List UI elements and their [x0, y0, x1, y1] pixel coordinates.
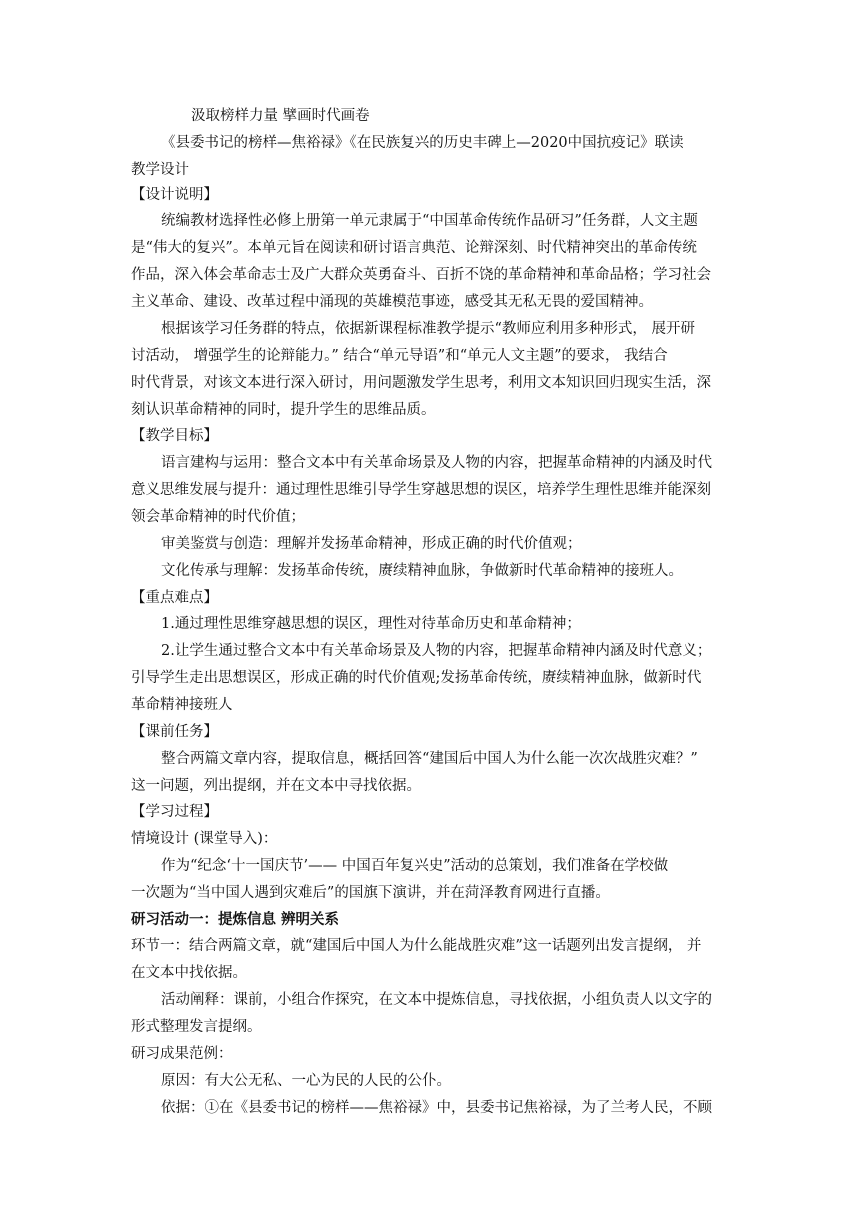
paragraph-line: 依据：①在《县委书记的榜样——焦裕禄》中，县委书记焦裕禄，为了兰考人民，不顾 — [161, 1100, 712, 1116]
paragraph-line: 情境设计 (课堂导入)： — [131, 831, 278, 847]
document-title: 汲取榜样力量 擘画时代画卷 — [191, 108, 370, 124]
paragraph-line: 刻认识革命精神的同时，提升学生的思维品质。 — [131, 402, 436, 418]
paragraph-line: 主义革命、建设、改革过程中涌现的英雄模范事迹，感受其无私无畏的爱国精神。 — [131, 294, 653, 310]
document-subtitle-cont: 教学设计 — [131, 162, 189, 178]
paragraph-line: 形式整理发言提纲。 — [131, 1019, 262, 1035]
paragraph-line: 语言建构与运用：整合文本中有关革命场景及人物的内容，把握革命精神的内涵及时代 — [161, 455, 712, 471]
paragraph-line: 活动阐释：课前，小组合作探究，在文本中提炼信息，寻找依据，小组负责人以文字的 — [161, 992, 712, 1008]
paragraph-line: 作为“纪念‘十一国庆节’—— 中国百年复兴史”活动的总策划，我们准备在学校做 — [161, 858, 669, 874]
section-heading-teaching-goals: 【教学目标】 — [131, 428, 218, 444]
paragraph-line: 整合两篇文章内容，提取信息，概括回答“建国后中国人为什么能一次次战胜灾难？” — [161, 751, 698, 767]
paragraph-line: 这一问题，列出提纲，并在文本中寻找依据。 — [131, 778, 421, 794]
paragraph-line: 时代背景，对该文本进行深入研讨，用问题激发学生思考，利用文本知识回归现实生活，深 — [131, 375, 711, 391]
paragraph-line: 统编教材选择性必修上册第一单元隶属于“中国革命传统作品研习”任务群，人文主题 — [161, 213, 698, 229]
paragraph-line: 原因：有大公无私、一心为民的人民的公仆。 — [161, 1073, 451, 1089]
paragraph-line: 文化传承与理解：发扬革命传统，赓续精神血脉，争做新时代革命精神的接班人。 — [161, 563, 683, 579]
paragraph-line: 讨活动， 增强学生的论辩能力。” 结合“单元导语”和“单元人文主题”的要求， 我结合 — [131, 348, 668, 364]
paragraph-line: 在文本中找依据。 — [131, 965, 247, 981]
paragraph-line: 革命精神接班人 — [131, 697, 233, 713]
document-subtitle: 《县委书记的榜样—焦裕禄》《在民族复兴的历史丰碑上—2020中国抗疫记》联读 — [161, 135, 684, 151]
paragraph-line: 2.让学生通过整合文本中有关革命场景及人物的内容，把握革命精神内涵及时代意义； — [161, 643, 712, 659]
paragraph-line: 一次题为“当中国人遇到灾难后”的国旗下演讲，并在菏泽教育网进行直播。 — [131, 885, 610, 901]
paragraph-line: 是“伟大的复兴”。本单元旨在阅读和研讨语言典范、论辩深刻、时代精神突出的革命传统 — [131, 240, 697, 256]
paragraph-line: 1.通过理性思维穿越思想的误区，理性对待革命历史和革命精神； — [161, 616, 581, 632]
paragraph-line: 意义思维发展与提升：通过理性思维引导学生穿越思想的误区，培养学生理性思维并能深刻 — [131, 482, 711, 498]
section-heading-learning-process: 【学习过程】 — [131, 804, 218, 820]
section-heading-pre-class-task: 【课前任务】 — [131, 724, 218, 740]
activity-heading: 研习活动一：提炼信息 辨明关系 — [131, 911, 340, 928]
paragraph-line: 领会革命精神的时代价值； — [131, 509, 305, 525]
paragraph-line: 根据该学习任务群的特点，依据新课程标准教学提示“教师应利用多种形式， 展开研 — [161, 321, 696, 337]
paragraph-line: 引导学生走出思想误区，形成正确的时代价值观;发扬革命传统，赓续精神血脉，做新时代 — [131, 670, 702, 686]
section-heading-design-notes: 【设计说明】 — [131, 187, 218, 203]
paragraph-line: 环节一：结合两篇文章，就“建国后中国人为什么能战胜灾难”这一话题列出发言提纲， 并 — [131, 938, 702, 954]
paragraph-line: 作品，深入体会革命志士及广大群众英勇奋斗、百折不饶的革命精神和革命品格；学习社会 — [131, 267, 711, 283]
paragraph-line: 研习成果范例： — [131, 1046, 233, 1062]
section-heading-key-points: 【重点难点】 — [131, 590, 218, 606]
paragraph-line: 审美鉴赏与创造：理解并发扬革命精神，形成正确的时代价值观； — [161, 536, 582, 552]
